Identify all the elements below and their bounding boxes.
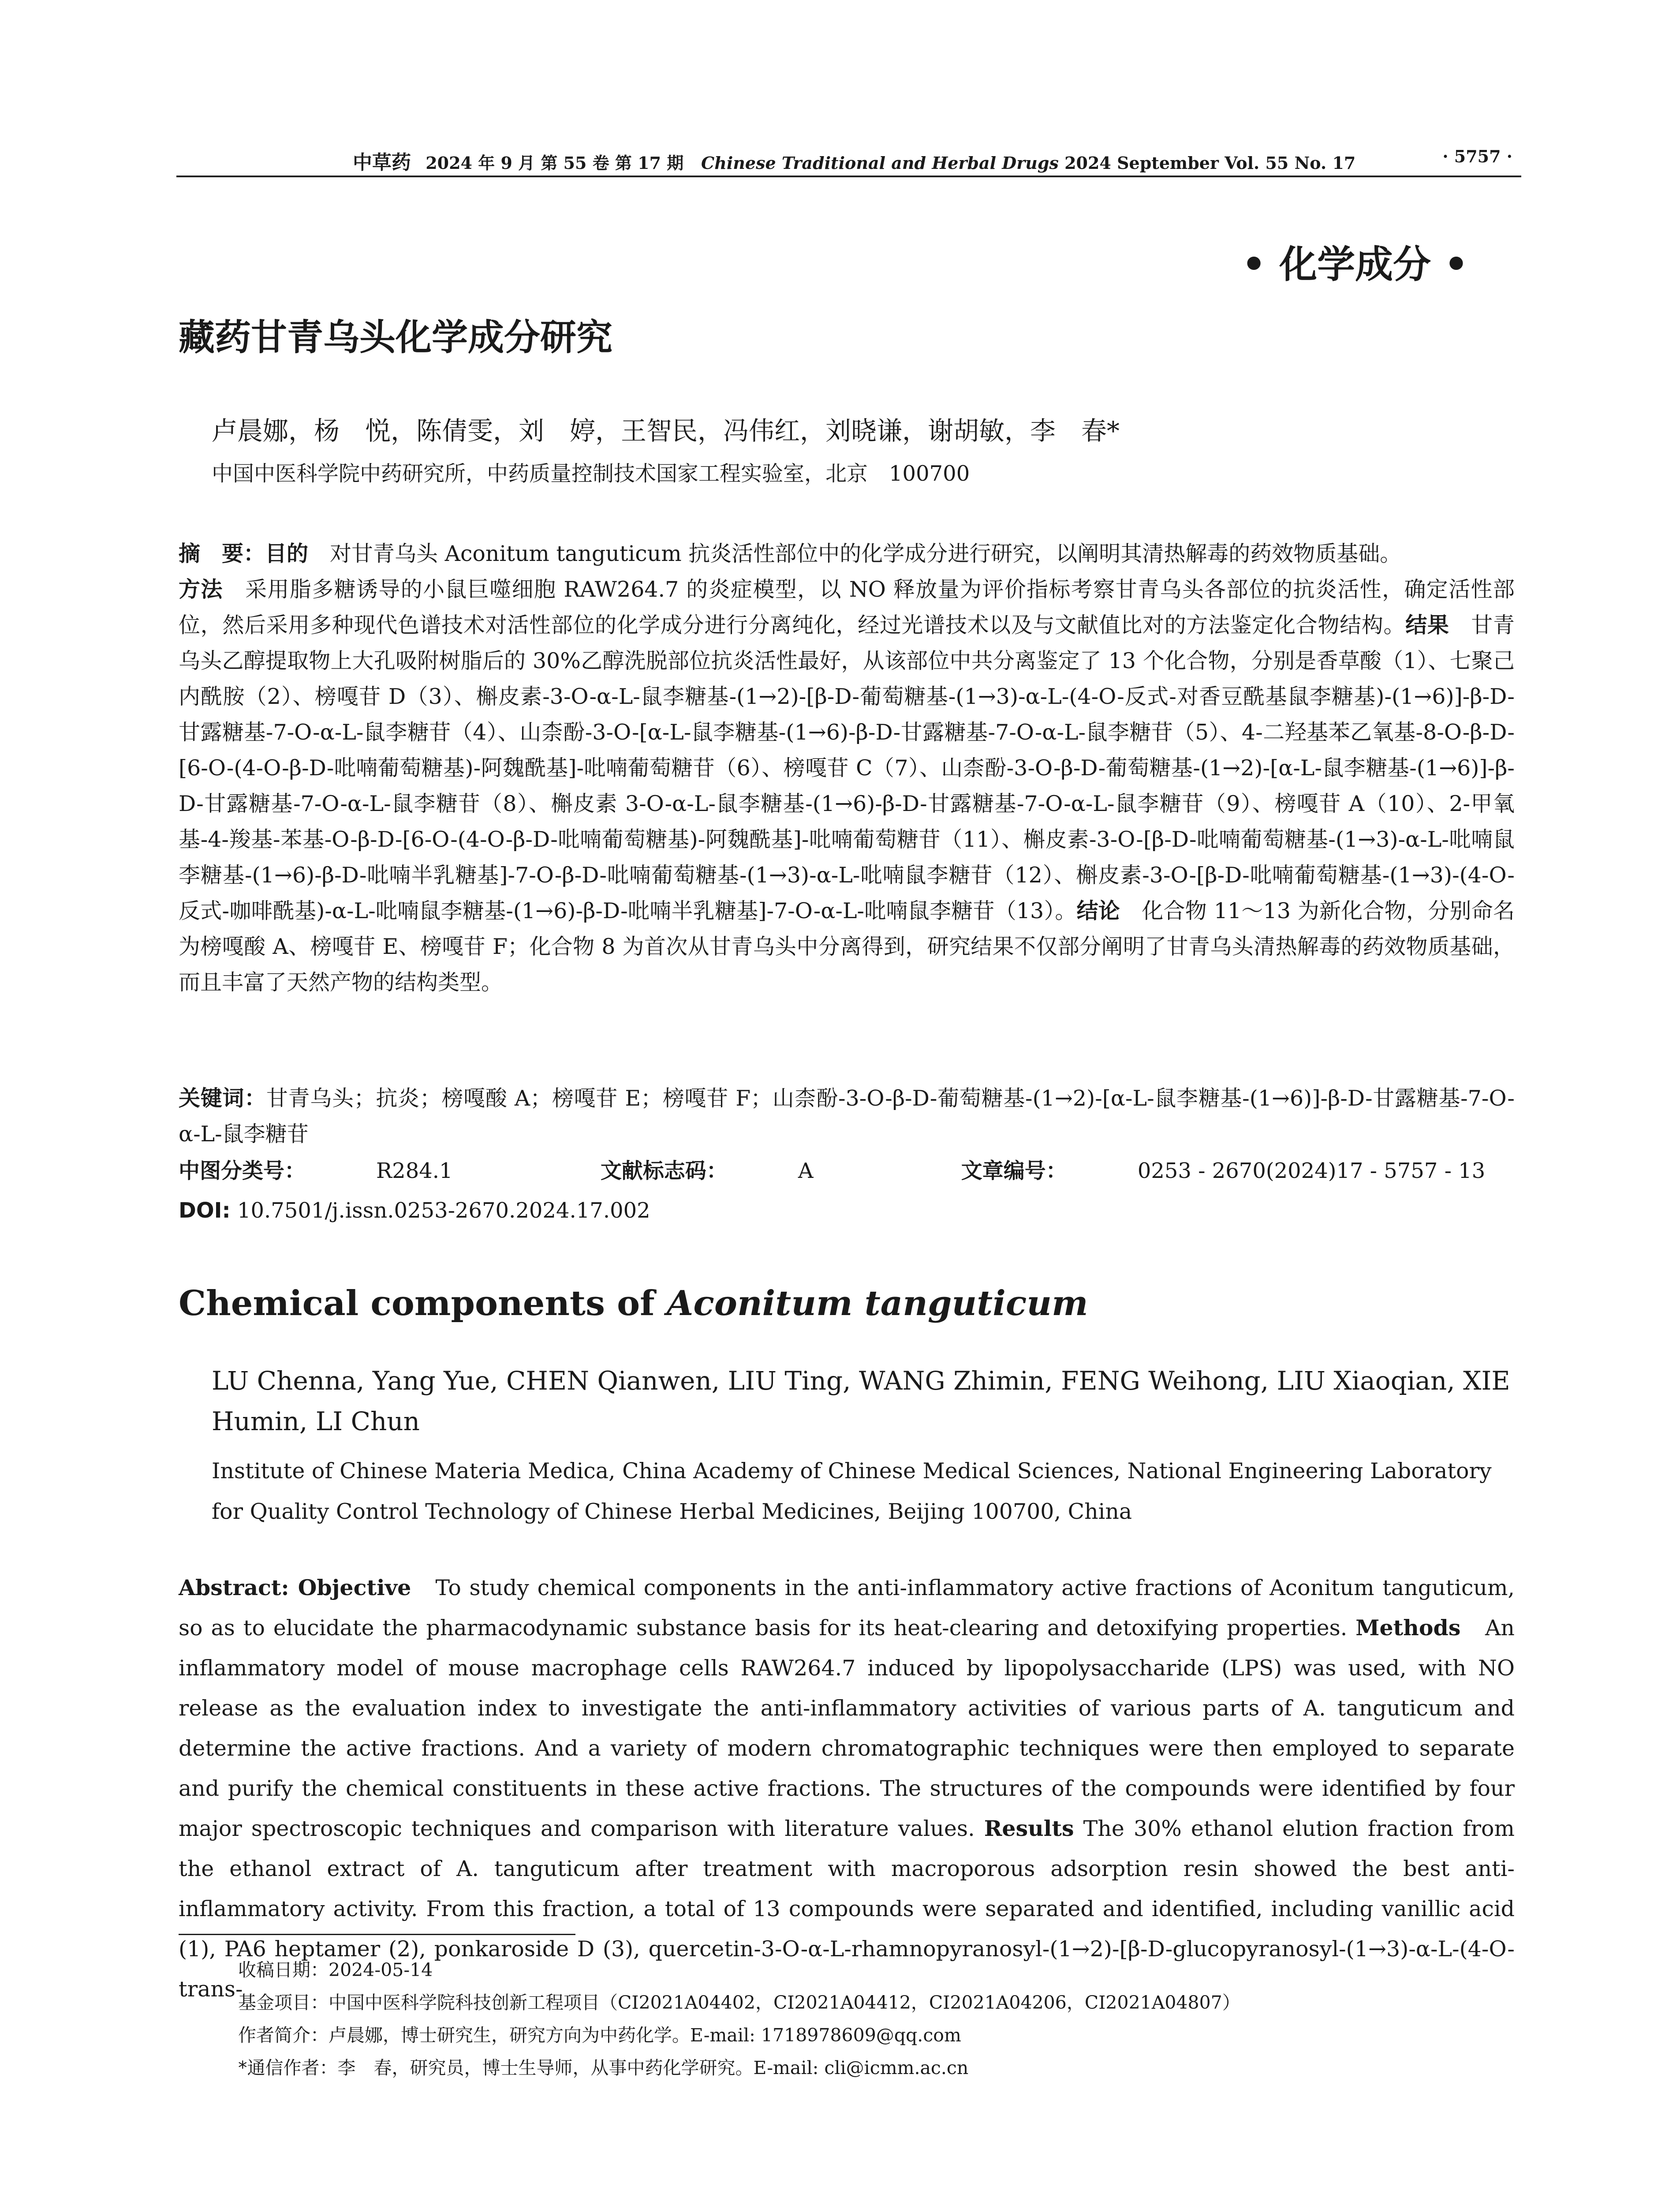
cn-results-label: 结果 xyxy=(1405,613,1449,638)
doi-line xyxy=(179,1193,1515,1229)
footnote-author xyxy=(238,2019,1240,2052)
cn-conclusion-text: 化合物 11～13 为新化合物，分别命名为榜嘎酸 A、榜嘎苷 E、榜嘎苷 F；化合物 8 为首次从甘青乌头中分离得到，研究结果不仅部分阐明了甘青乌头清热解毒的药效物质基础，而且丰富了天然产物的结构类型。 xyxy=(179,898,1515,995)
cn-keywords-text: 甘青乌头；抗炎；榜嘎酸 A；榜嘎苷 E；榜嘎苷 F；山柰酚-3-O-β-D-葡萄糖基-(1→2)-[α-L-鼠李糖基-(1→6)]-β-D-甘露糖基-7-O-α-L-鼠李糖苷 xyxy=(179,1086,1515,1147)
page-number: · 5757 · xyxy=(1442,146,1512,166)
footnote-corresponding xyxy=(238,2052,1240,2084)
en-title-plain: Chemical components of xyxy=(179,1283,667,1323)
section-label: • 化学成分 • xyxy=(1242,243,1468,287)
cn-keywords-label: 关键词： xyxy=(179,1086,266,1111)
fund-label: 基金项目： xyxy=(238,1992,329,2013)
en-methods-label: Methods xyxy=(1355,1615,1461,1641)
footnotes xyxy=(238,1954,1240,2084)
footnote-received xyxy=(238,1954,1240,1986)
cn-methods-label: 方法 xyxy=(179,577,223,602)
en-affiliation: Institute of Chinese Materia Medica, China Academy of Chinese Medical Sciences, National Engineering Laboratory for Quality Control Technology of Chinese Herbal Medicines, Beijing 100700, China xyxy=(212,1458,1492,1524)
doc-code-field xyxy=(601,1159,884,1183)
article-no-label: 文章编号： xyxy=(961,1159,1067,1183)
cn-methods-text: 采用脂多糖诱导的小鼠巨噬细胞 RAW264.7 的炎症模型，以 NO 释放量为评价指标考察甘青乌头各部位的抗炎活性，确定活性部位，然后采用多种现代色谱技术对活性部位的化学成分进行分离纯化，经过光谱技术以及与文献值比对的方法鉴定化合物结构。 xyxy=(179,577,1515,638)
en-authors: LU Chenna, Yang Yue, CHEN Qianwen, LIU Ting, WANG Zhimin, FENG Weihong, LIU Xiaoqian, XIE Humin, LI Chun xyxy=(212,1366,1510,1436)
issue-cn: 2024 年 9 月 第 55 卷 第 17 期 xyxy=(426,153,684,173)
clc-label: 中图分类号： xyxy=(179,1159,306,1183)
classification-line xyxy=(179,1153,1515,1189)
en-objective-text: To study chemical components in the anti-inflammatory active fractions of Aconitum tanguticum, so as to elucidate the pharmacodynamic substance basis for its heat-clearing and detoxifying properties. xyxy=(179,1575,1515,1641)
issue-en-date: 2024 September Vol. 55 No. 17 xyxy=(1064,153,1356,173)
running-header xyxy=(176,140,1521,177)
corr-value: 李 春，研究员，博士生导师，从事中药化学研究。E-mail: cli@icmm.ac.cn xyxy=(337,2057,969,2078)
footnote-divider xyxy=(179,1934,575,1935)
cn-abstract xyxy=(179,536,1515,1127)
cn-objective-label: 目的 xyxy=(265,541,309,566)
cn-objective-text: 对甘青乌头 Aconitum tanguticum 抗炎活性部位中的化学成分进行研究，以阐明其清热解毒的药效物质基础。 xyxy=(308,541,1402,566)
journal-logo: 中草药 xyxy=(353,151,411,174)
en-methods-text: An inflammatory model of mouse macrophage cells RAW264.7 induced by lipopolysaccharide (LPS) was used, with NO release as the evaluation index to investigate the anti-inflammatory activities of various parts of A. tanguticum and determine the active fractions. And a variety of modern chromatographic techniques were then employed to separate and purify the chemical constituents in these active fractions. The structures of the compounds were identified by four major spectroscopic techniques and comparison with literature values. xyxy=(179,1615,1515,1841)
en-title-italic: Aconitum tanguticum xyxy=(666,1283,1088,1323)
en-title xyxy=(179,1283,1088,1323)
footnote-fund xyxy=(238,1986,1240,2019)
doi-value: 10.7501/j.issn.0253-2670.2024.17.002 xyxy=(230,1198,650,1223)
en-abstract-label: Abstract: xyxy=(179,1575,289,1600)
doc-code-value: A xyxy=(798,1159,814,1183)
received-label: 收稿日期： xyxy=(238,1959,329,1981)
running-header-citation xyxy=(353,146,1355,175)
doi-label: DOI: xyxy=(179,1198,231,1223)
fund-value: 中国中医科学院科技创新工程项目（CI2021A04402，CI2021A04412，CI2021A04206，CI2021A04807） xyxy=(329,1992,1240,2013)
author-value: 卢晨娜，博士研究生，研究方向为中药化学。E-mail: 1718978609@qq.com xyxy=(329,2025,961,2046)
author-label: 作者简介： xyxy=(238,2025,329,2046)
cn-conclusion-label: 结论 xyxy=(1076,898,1120,923)
doc-code-label: 文献标志码： xyxy=(600,1159,728,1183)
article-no-value: 0253 - 2670(2024)17 - 5757 - 13 xyxy=(1137,1159,1486,1183)
received-value: 2024-05-14 xyxy=(329,1959,433,1981)
clc-field xyxy=(179,1159,523,1183)
cn-abstract-label: 摘 要： xyxy=(179,541,265,566)
issue-en-journal: Chinese Traditional and Herbal Drugs xyxy=(701,153,1059,173)
en-objective-label: Objective xyxy=(289,1575,411,1600)
cn-affiliation: 中国中医科学院中药研究所，中药质量控制技术国家工程实验室，北京 100700 xyxy=(212,461,970,486)
cn-keywords xyxy=(179,1080,1515,1152)
cn-results-text: 甘青乌头乙醇提取物上大孔吸附树脂后的 30%乙醇洗脱部位抗炎活性最好，从该部位中共分离鉴定了 13 个化合物，分别是香草酸（1）、七聚己内酰胺（2）、榜嘎苷 D（3）、槲皮素-3-O-α-L-鼠李糖基-(1→2)-[β-D-葡萄糖基-(1→3)-α-L-(4-O-反式-对香豆酰基鼠李糖基)-(1→6)]-β-D-甘露糖基-7-O-α-L-鼠李糖苷（4）、山柰酚-3-O-[α-L-鼠李糖基-(1→6)-β-D-甘露糖基-7-O-α-L-鼠李糖苷（5）、4-二羟基苯乙氧基-8-O-β-D-[6-O-(4-O-β-D-吡喃葡萄糖基)-阿魏酰基]-吡喃葡萄糖苷（6）、榜嘎苷 C（7）、山柰酚-3-O-β-D-葡萄糖基-(1→2)-[α-L-鼠李糖基-(1→6)]-β-D-甘露糖基-7-O-α-L-鼠李糖苷（8）、槲皮素 3-O-α-L-鼠李糖基-(1→6)-β-D-甘露糖基-7-O-α-L-鼠李糖苷（9）、榜嘎苷 A（10）、2-甲氧基-4-羧基-苯基-O-β-D-[6-O-(4-O-β-D-吡喃葡萄糖基)-阿魏酰基]-吡喃葡萄糖苷（11）、槲皮素-3-O-[β-D-吡喃葡萄糖基-(1→3)-α-L-吡喃鼠李糖基-(1→6)-β-D-吡喃半乳糖基]-7-O-β-D-吡喃葡萄糖基-(1→3)-α-L-吡喃鼠李糖苷（12）、槲皮素-3-O-[β-D-吡喃葡萄糖基-(1→3)-(4-O-反式-咖啡酰基)-α-L-吡喃鼠李糖基-(1→6)-β-D-吡喃半乳糖基]-7-O-α-L-吡喃鼠李糖苷（13）。 xyxy=(179,613,1515,923)
en-results-text: The 30% ethanol elution fraction from the ethanol extract of A. tanguticum after treatment with macroporous adsorption resin showed the best anti-inflammatory activity. From this fraction, a total of 13 compounds were separated and identified, including vanillic acid (1), PA6 heptamer (2), ponkaroside D (3), quercetin-3-O-α-L-rhamnopyranosyl-(1→2)-[β-D-glucopyranosyl-(1→3)-α-L-(4-O-trans- xyxy=(179,1816,1515,2002)
clc-value: R284.1 xyxy=(376,1159,453,1183)
cn-authors: 卢晨娜，杨 悦，陈倩雯，刘 婷，王智民，冯伟红，刘晓谦，谢胡敏，李 春* xyxy=(212,416,1120,446)
article-no-field xyxy=(961,1159,1556,1183)
cn-title: 藏药甘青乌头化学成分研究 xyxy=(179,317,613,359)
en-results-label: Results xyxy=(984,1816,1074,1841)
corr-label: *通信作者： xyxy=(238,2057,338,2078)
